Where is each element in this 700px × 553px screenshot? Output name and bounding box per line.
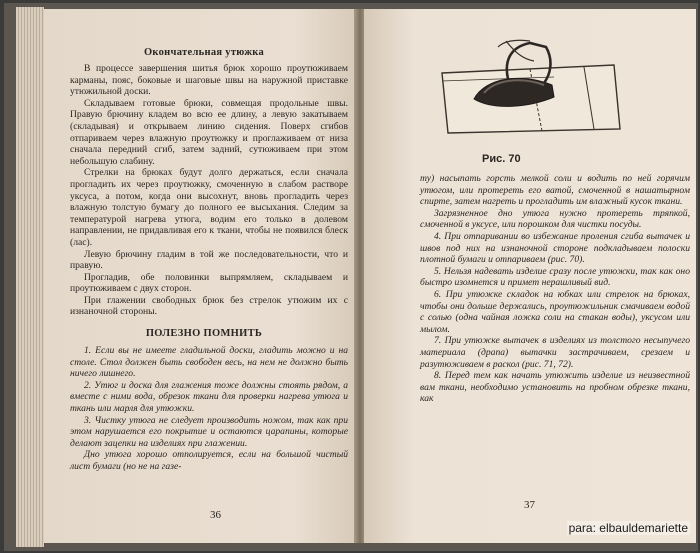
paragraph: Левую брючину гладим в той же последовательности, что и правую.	[70, 248, 348, 272]
page-number: 36	[210, 509, 221, 521]
paragraph: 4. При отпаривании во избежание проления сгиба вытачек и швов под них на изнаночной стороне подкладываем полоски плотной бумаги и отпариваем (рис. 70).	[420, 230, 690, 266]
paragraph: 8. Перед тем как начать утюжить изделие из неизвестной вам ткани, необходимо установить на пробном обрезке ткани, как	[420, 370, 690, 405]
paragraph: При глажении свободных брюк без стрелок утюжим их с изнаночной стороны.	[70, 294, 348, 318]
tips-list	[70, 345, 348, 473]
page-number: 37	[524, 499, 535, 511]
paragraph: Загрязненное дно утюга нужно протереть тряпкой, смоченной в уксусе, или порошком для чистки посуды.	[420, 207, 690, 231]
paragraph: В процессе завершения шитья брюк хорошо проутюживаем карманы, пояс, боковые и шаговые швы на наружной приставке утюжильной доски.	[70, 63, 348, 98]
tip-item: Дно утюга хорошо отполируется, если на большой чистый лист бумаги (но не на газе-	[70, 449, 348, 472]
open-book	[4, 3, 698, 551]
paragraph: Прогладив, обе половинки выпрямляем, складываем и проутюживаем с двух сторон.	[70, 271, 348, 295]
iron-illustration-icon	[434, 37, 624, 137]
page-title: Окончательная утюжка	[143, 47, 265, 58]
paragraph: 7. При утюжке вытачек в изделиях из толстого несыпучего материала (драпа) вытачки застрачиваем, срезаем и разутюживаем в раскол (рис. 71, 72).	[420, 335, 690, 370]
tip-item: 1. Если вы не имеете гладильной доски, гладить можно и на столе. Стол должен быть свободен весь, на нем не должно быть ничего лишнего.	[70, 345, 348, 380]
main-text	[70, 63, 348, 318]
paragraph: Стрелки на брюках будут долго держаться, если сначала прогладить их через проутюжку, смоченную в слабом растворе уксуса, а потом, когда они высохнут, вновь прогладить через влажную толстую бумагу до полного ее высыхания. Следим за температурой нагрева утюга, водим его только в долевом направлении, не придавливая его к ткани, чтобы не появился блеск (лас).	[70, 167, 348, 248]
paragraph: 5. Нельзя надевать изделие сразу после утюжки, так как оно быстро изомнется и примет нерашливый вид.	[420, 265, 690, 289]
paragraph: Складываем готовые брюки, совмещая продольные швы. Правую брючину кладем во всю ее длину, а левую закатываем (складывая) и открываем линию сидения. Поверх сгибов отпариваем через влажную проутюжку и проглаживаем от низа сначала передний сгиб, затем задний, сутюживаем при этом небольшую слабину.	[70, 97, 348, 167]
figure-caption: Рис. 70	[482, 153, 521, 165]
paragraph: 6. При утюжке складок на юбках или стрелок на брюках, чтобы они дольше держались, проутюжильник смачиваем водой с солью (одна чайная ложка соли на стакан воды), уксусом или мылом.	[420, 288, 690, 335]
watermark: para: elbauldemariette	[568, 521, 688, 535]
tip-item: 3. Чистку утюга не следует производить ножом, так как при этом нарушается его покрытие и остаются царапины, которые делают зацепки на изделиях при глажении.	[70, 414, 348, 449]
right-page	[364, 9, 696, 543]
left-page	[44, 9, 356, 543]
main-text	[420, 173, 690, 405]
section-title: ПОЛЕЗНО ПОМНИТЬ	[145, 328, 263, 339]
page-edges	[16, 7, 44, 547]
tip-item: 2. Утюг и доска для глажения тоже должны стоять рядом, а вместе с ними вода, обрезок ткани для проверки нагрева утюга и ткань или марля для утюжки.	[70, 379, 348, 414]
paragraph: ту) насыпать горсть мелкой соли и водить по ней горячим утюгом, или протереть его ватой, смоченной в нашатырном спирте, затем нагреть и прогладить им влажный кусок ткани.	[420, 173, 690, 208]
